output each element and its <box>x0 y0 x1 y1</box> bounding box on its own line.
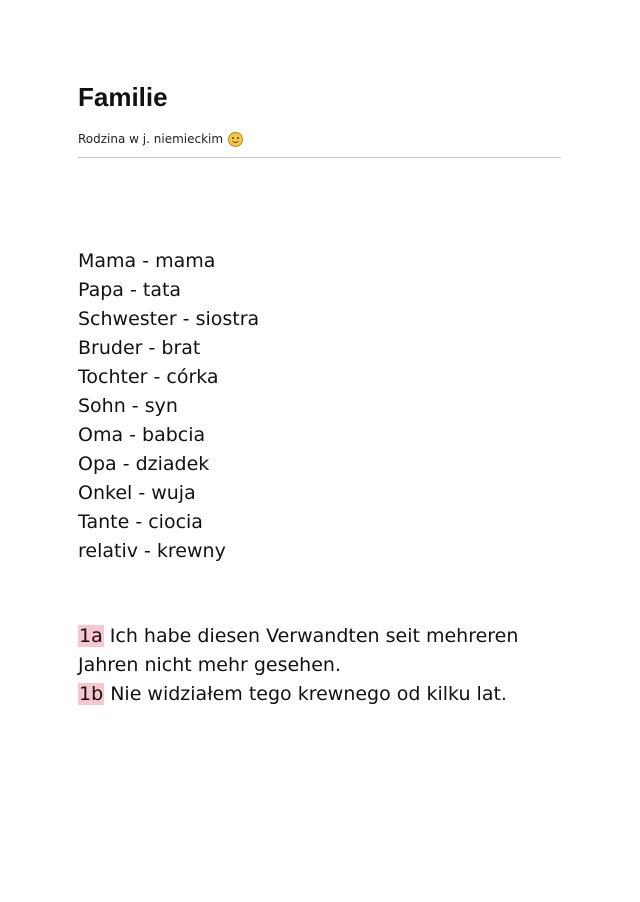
smiley-face-icon <box>228 132 243 147</box>
vocabulary-item: Sohn - syn <box>78 395 178 417</box>
vocabulary-item: Tochter - córka <box>78 366 219 388</box>
divider <box>78 157 561 158</box>
page-subtitle <box>78 130 243 148</box>
vocabulary-item: Schwester - siostra <box>78 308 260 330</box>
subtitle-text: Rodzina w j. niemieckim <box>78 132 224 146</box>
vocabulary-item: Opa - dziadek <box>78 453 210 475</box>
sentence-text: Ich habe diesen Verwandten seit mehreren Jahren nicht mehr gesehen. <box>78 625 519 676</box>
sentence-text: Nie widziałem tego krewnego od kilku lat. <box>104 683 507 705</box>
vocabulary-item: Mama - mama <box>78 250 216 272</box>
sentence-number-badge: 1b <box>79 683 104 705</box>
page-title: Familie <box>78 82 168 112</box>
vocabulary-item: Bruder - brat <box>78 337 201 359</box>
vocabulary-item: relativ - krewny <box>78 540 226 562</box>
sentence-number-badge: 1a <box>79 625 103 647</box>
vocabulary-item: Tante - ciocia <box>78 511 203 533</box>
sentence-polish <box>78 680 568 709</box>
example-sentences <box>78 622 568 709</box>
vocabulary-list <box>78 247 259 566</box>
vocabulary-item: Onkel - wuja <box>78 482 196 504</box>
vocabulary-item: Papa - tata <box>78 279 182 301</box>
vocabulary-item: Oma - babcia <box>78 424 206 446</box>
sentence-german <box>78 622 568 680</box>
